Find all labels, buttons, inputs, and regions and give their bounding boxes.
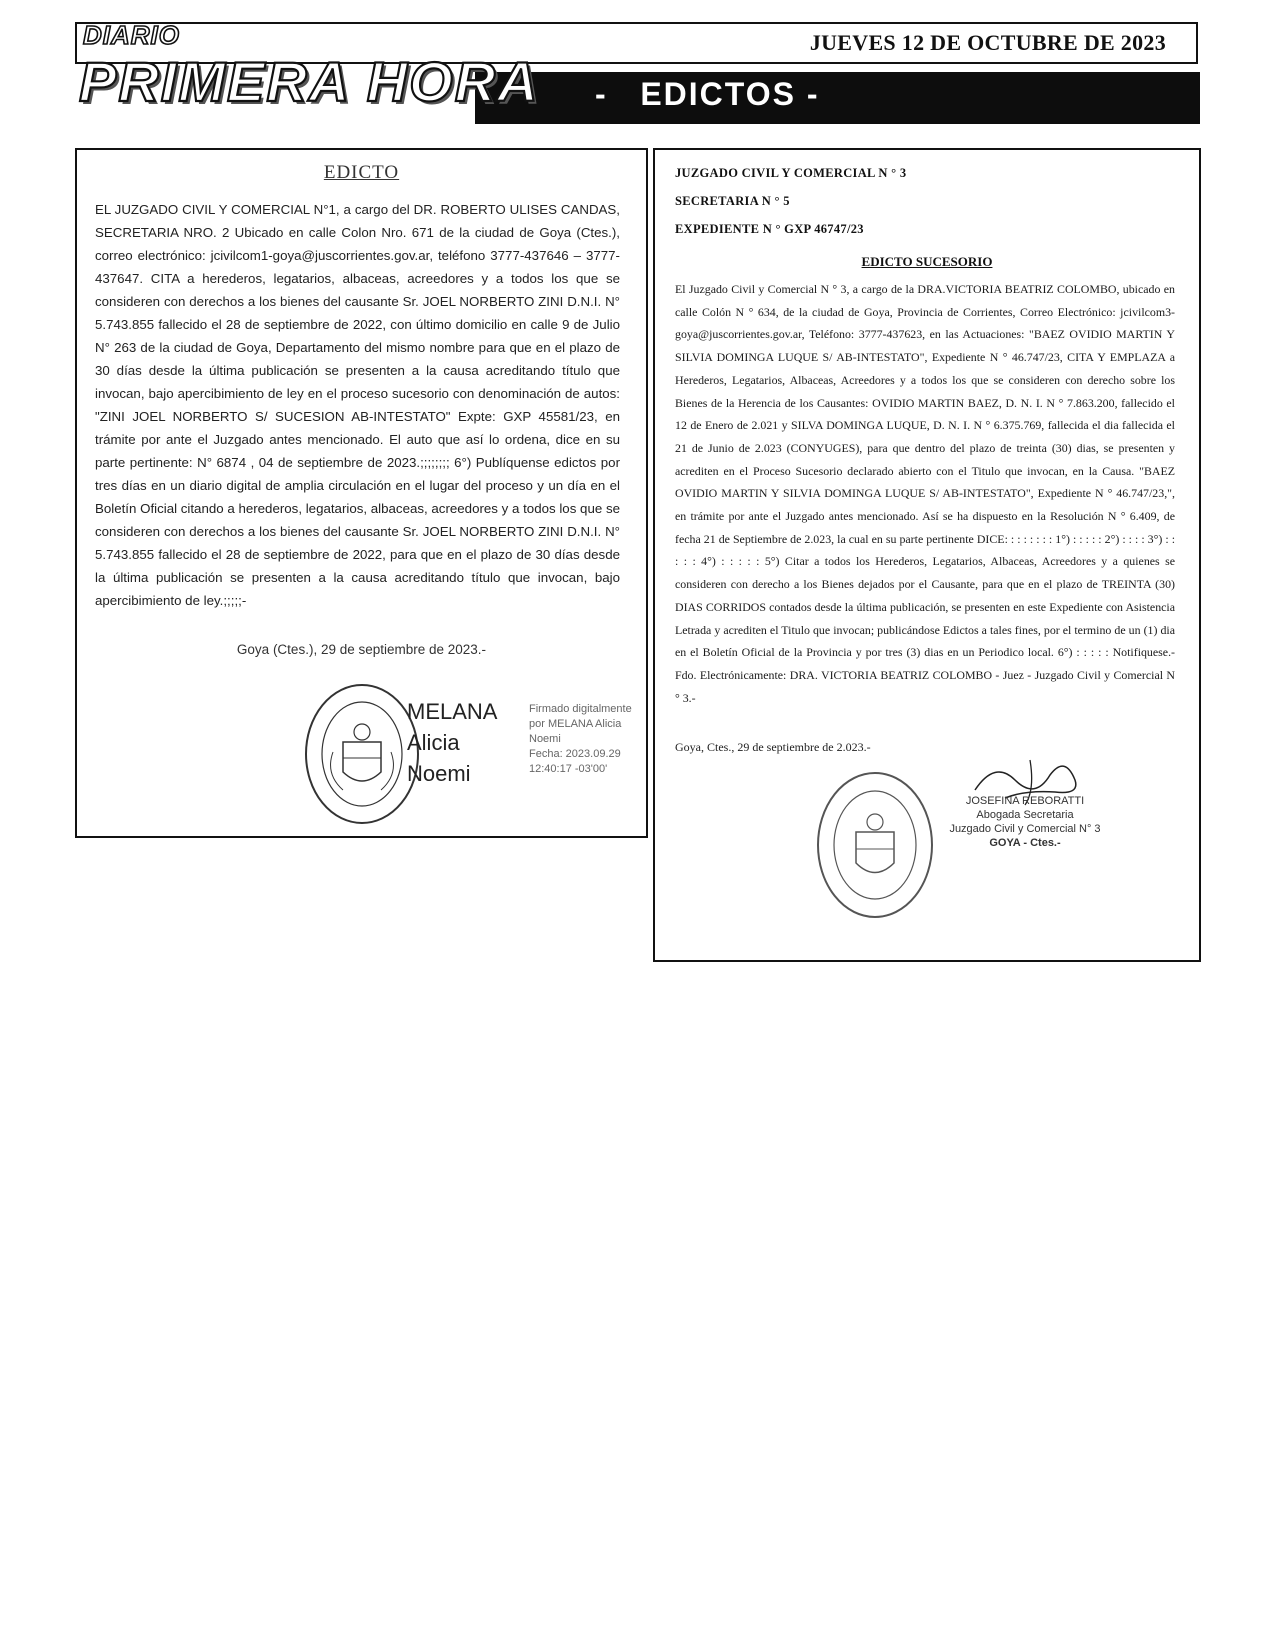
signer-line-2: Alicia	[407, 730, 460, 755]
court-heading: JUZGADO CIVIL Y COMERCIAL N ° 3	[675, 166, 907, 180]
left-body: EL JUZGADO CIVIL Y COMERCIAL N°1, a cargo del DR. ROBERTO ULISES CANDAS, SECRETARIA NRO. 2 Ubicado en calle Colon Nro. 671 de la ciudad de Goya (Ctes.), correo electrónico: jcivilcom1-goya@juscorrientes.gov.ar, teléfono 3777-437646 – 3777-437647. CITA a herederos, legatarios, albaceas, acreedores y a todos los que se consideren con derechos a los bienes del causante Sr. JOEL NORBERTO ZINI D.N.I. N° 5.743.855 fallecido el 28 de septiembre de 2022, con último domicilio en calle 9 de Julio N° 263 de la ciudad de Goya, Departamento del mismo nombre para que en el plazo de 30 días desde la última publicación se presenten a la causa acreditando título que invocan, bajo apercibimiento de ley en el proceso sucesorio con denominación de autos: "ZINI JOEL NORBERTO S/ SUCESION AB-INTESTATO" Expte: GXP 45581/23, en trámite por ante el Juzgado antes mencionado. El auto que así lo ordena, dice en su parte pertinente: N° 6874 , 04 de septiembre de 2023.;;;;;;;; 6°) Publíquense edictos por tres días en un diario digital de amplia circulación en el lugar del proceso y un día en el Boletín Oficial citando a herederos, legatarios, albaceas, acreedores y a todos los que se consideren con derechos a los bienes del causante Sr. JOEL NORBERTO ZINI D.N.I. N° 5.743.855 fallecido el 28 de septiembre de 2022, para que en el plazo de 30 días desde la última publicación se presenten a la causa acreditando título que invocan, bajo apercibimiento de ley.;;;;;-	[95, 202, 620, 608]
digital-signature-note	[529, 702, 632, 777]
signer-court: Juzgado Civil y Comercial N° 3	[949, 823, 1101, 835]
digital-line-5: 12:40:17 -03'00'	[529, 763, 608, 775]
right-place-date: Goya, Ctes., 29 de septiembre de 2.023.-	[675, 740, 871, 754]
signer-role: Abogada Secretaria	[976, 809, 1074, 821]
left-title: EDICTO	[323, 162, 400, 183]
signer-name-stamp	[407, 696, 497, 789]
right-title: EDICTO SUCESORIO	[861, 254, 993, 269]
edicto-juzgado-3	[653, 148, 1201, 962]
court-seal-icon	[303, 682, 421, 826]
section-title: - EDICTOS -	[595, 76, 820, 112]
issue-date: JUEVES 12 DE OCTUBRE DE 2023	[809, 30, 1166, 55]
digital-line-2: por MELANA Alicia	[529, 718, 622, 730]
digital-line-1: Firmado digitalmente	[529, 703, 632, 715]
logo-diario: DIARIO	[83, 20, 180, 50]
newspaper-header	[75, 22, 1200, 122]
secretary-heading: SECRETARIA N ° 5	[675, 194, 790, 208]
right-body: El Juzgado Civil y Comercial N ° 3, a cargo de la DRA.VICTORIA BEATRIZ COLOMBO, ubicado en calle Colón N ° 634, de la ciudad de Goya, Provincia de Corrientes, Correo Electrónico: jcivilcom3-goya@juscorrientes.gov.ar, Teléfono: 3777-437623, en las Actuaciones: "BAEZ OVIDIO MARTIN Y SILVIA DOMINGA LUQUE S/ AB-INTESTATO", Expediente N ° 46.747/23, CITA Y EMPLAZA a Herederos, Legatarios, Albaceas, Acreedores y a todos los que se consideren con derecho sobre los Bienes de la Herencia de los Causantes: OVIDIO MARTIN BAEZ, D. N. I. N ° 7.863.200, fallecido el 12 de Enero de 2.021 y SILVA DOMINGA LUQUE, D. N. I. N ° 6.375.769, fallecida el dia fallecida el 21 de Junio de 2.023 (CONYUGES), para que dentro del plazo de treinta (30) dias, se presenten y acrediten en el Proceso Sucesorio declarado abierto con el Titulo que invocan, en la Causa. "BAEZ OVIDIO MARTIN Y SILVIA DOMINGA LUQUE S/ AB-INTESTATO", Expediente N ° 46.747/23,", en trámite por ante el Juzgado antes mencionado. Así se ha dispuesto en la Resolución N ° 6.409, de fecha 21 de Septiembre de 2.023, la cual en su parte pertinente DICE: : : : : : : : 1°) : : : : : 2°) : : : : 3°) : : : : : 4°) : : : : : 5°) Citar a todos los Herederos, Legatarios, Albaceas, Acreedores y a quienes se consideren con derecho a los Bienes dejados por el Causante, para que en el plazo de TREINTA (30) DIAS CORRIDOS contados desde la última publicación, se presenten en este Expediente con Asistencia Letrada y acrediten el Titulo que invocan; publicándose Edictos a tales fines, por el termino de un (1) dia en el Boletín Oficial de la Provincia y por tres (3) dias en un Periodico local. 6°) : : : : : Notifiquese.- Fdo. Electrónicamente: DRA. VICTORIA BEATRIZ COLOMBO - Juez - Juzgado Civil y Comercial N ° 3.-	[675, 282, 1175, 705]
left-place-date: Goya (Ctes.), 29 de septiembre de 2023.-	[236, 642, 487, 657]
court-seal-icon	[815, 770, 935, 920]
digital-line-3: Noemi	[529, 733, 561, 745]
edicto-juzgado-1	[75, 148, 648, 838]
logo-primera-hora: PRIMERA HORA	[79, 50, 540, 113]
file-heading: EXPEDIENTE N ° GXP 46747/23	[675, 222, 864, 236]
signer-city: GOYA - Ctes.-	[989, 837, 1061, 849]
signer-line-1: MELANA	[407, 699, 498, 724]
digital-line-4: Fecha: 2023.09.29	[529, 748, 621, 760]
signer-block	[945, 794, 1105, 850]
signer-name: JOSEFINA REBORATTI	[965, 795, 1085, 807]
signer-line-3: Noemi	[407, 761, 471, 786]
